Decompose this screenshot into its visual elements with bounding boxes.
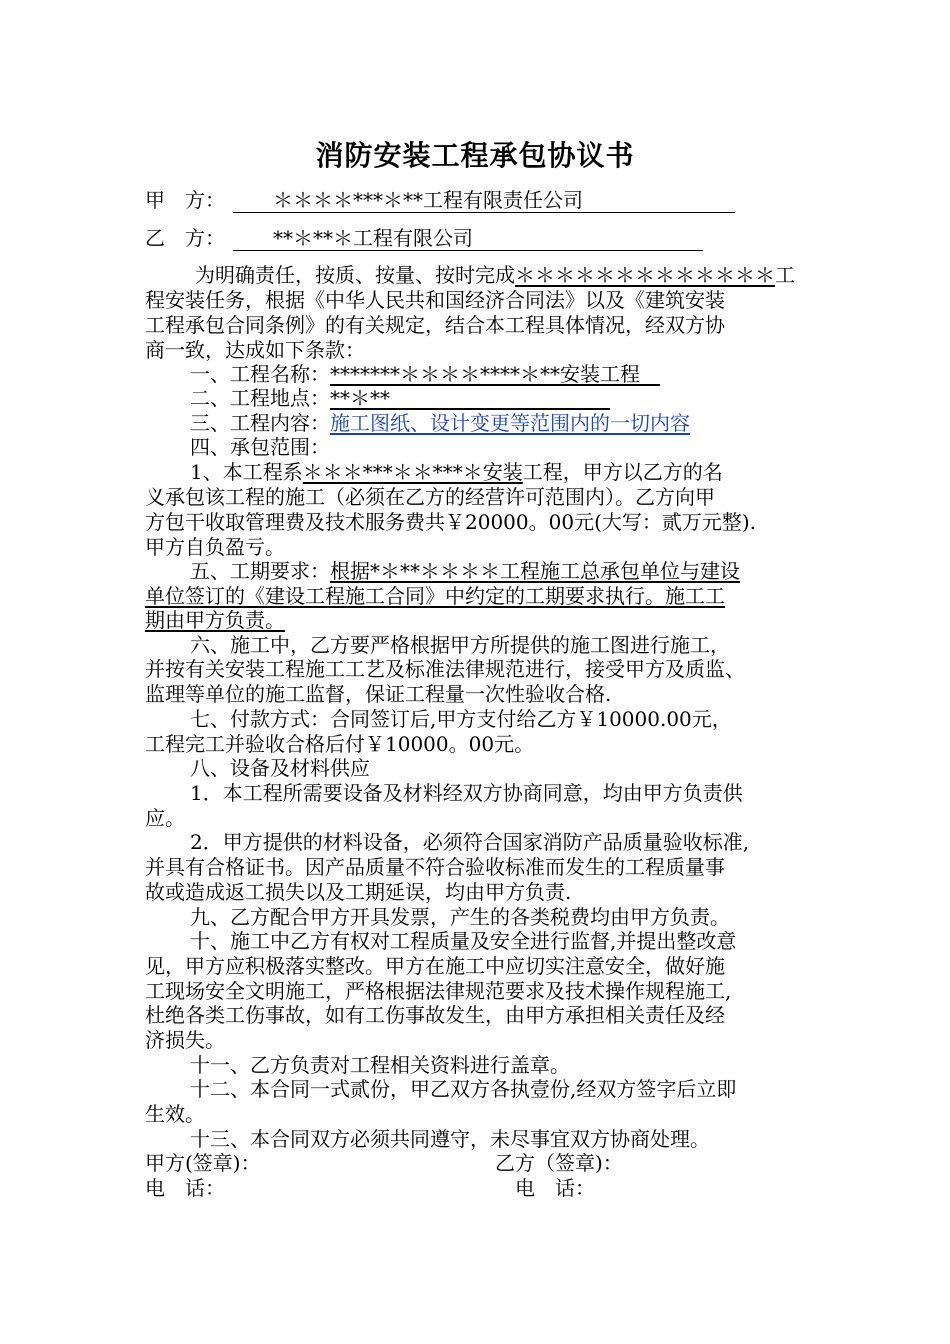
item-10-line-4: 杜绝各类工伤事故，如有工伤事故发生，由甲方承担相关责任及经 bbox=[145, 1003, 725, 1027]
party-a-label: 甲 方： bbox=[145, 188, 225, 212]
party-b-value: **＊**＊工程有限公司 bbox=[233, 226, 703, 251]
item-10-line-3: 工现场安全文明施工，严格根据法律规范要求及技术操作规程施工, bbox=[145, 979, 732, 1003]
item-10-line-5: 济损失。 bbox=[145, 1028, 225, 1052]
item-4-text-c: 工程，甲方以乙方的名 bbox=[522, 460, 723, 484]
item-7-line-2: 工程完工并验收合格后付￥10000。00元。 bbox=[145, 732, 535, 756]
item-4-line-2: 义承包该工程的施工（必须在乙方的经营许可范围内）。乙方向甲 bbox=[145, 485, 715, 509]
intro-line-2: 程安装任务，根据《中华人民共和国经济合同法》以及《建筑安装 bbox=[145, 288, 725, 312]
party-a-line bbox=[145, 187, 825, 213]
item-5-line-3 bbox=[145, 607, 825, 633]
item-2-label: 二、工程地点： bbox=[190, 386, 330, 410]
item-4-line-3: 方包干收取管理费及技术服务费共￥20000。00元(大写：贰万元整). bbox=[145, 510, 757, 534]
item-9-line: 九、乙方配合甲方开具发票，产生的各类税费均由甲方负责。 bbox=[190, 905, 730, 929]
item-8-p1-line-1: 1．本工程所需要设备及材料经双方协商同意，均由甲方负责供 bbox=[190, 781, 743, 805]
item-8-p2-line-2: 并具有合格证书。因产品质量不符合验收标准而发生的工程质量事 bbox=[145, 855, 725, 879]
item-5-text-2: 单位签订的《建设工程施工合同》中约定的工期要求执行。施工工 bbox=[145, 584, 725, 608]
party-a-phone-label: 电 话： bbox=[145, 1176, 225, 1200]
item-1-value: *******＊＊＊＊****＊**安装工程 bbox=[330, 362, 660, 386]
item-5-text-1: 根据*＊**＊＊＊＊工程施工总承包单位与建设 bbox=[330, 559, 740, 583]
item-3-line bbox=[145, 410, 870, 436]
item-8-heading: 八、设备及材料供应 bbox=[190, 756, 370, 780]
item-6-line-2: 并按有关安装工程施工工艺及标准法律规范进行，接受甲方及质监、 bbox=[145, 657, 745, 681]
intro-line-4: 商一致，达成如下条款： bbox=[145, 338, 365, 362]
item-5-label: 五、工期要求： bbox=[190, 559, 330, 583]
party-b-line bbox=[145, 225, 825, 251]
item-12-line-2: 生效。 bbox=[145, 1102, 205, 1126]
item-4-line-1 bbox=[145, 459, 870, 485]
item-8-p2-line-3: 故或造成返工损失以及工期延误，均由甲方负责. bbox=[145, 880, 572, 904]
item-5-text-3: 期由甲方负责。 bbox=[145, 608, 285, 632]
party-b-signature-label: 乙方（签章)： bbox=[495, 1151, 623, 1175]
item-4-label: 四、承包范围： bbox=[190, 435, 330, 459]
item-10-line-2: 见，甲方应积极落实整改。甲方在施工中应切实注意安全，做好施 bbox=[145, 954, 725, 978]
item-7-line-1: 七、付款方式：合同签订后,甲方支付给乙方￥10000.00元， bbox=[190, 707, 732, 731]
intro-line-1 bbox=[145, 262, 875, 288]
party-b-label: 乙 方： bbox=[145, 226, 225, 250]
intro-line-3: 工程承包合同条例》的有关规定，结合本工程具体情况，经双方协 bbox=[145, 313, 725, 337]
signature-line bbox=[145, 1150, 825, 1176]
item-13-line: 十三、本合同双方必须共同遵守，未尽事宜双方协商处理。 bbox=[190, 1127, 710, 1151]
item-6-line-1: 六、施工中，乙方要严格根据甲方所提供的施工图进行施工， bbox=[190, 633, 730, 657]
intro-text-c: 工 bbox=[775, 263, 795, 287]
item-4-text-a: 1、本工程系 bbox=[190, 460, 303, 484]
item-11-line: 十一、乙方负责对工程相关资料进行盖章。 bbox=[190, 1053, 570, 1077]
item-5-line-1 bbox=[145, 558, 870, 584]
item-4-line-4: 甲方自负盈亏。 bbox=[145, 535, 285, 559]
item-10-line-1: 十、施工中乙方有权对工程质量及安全进行监督,并提出整改意 bbox=[190, 929, 737, 953]
item-3-label: 三、工程内容： bbox=[190, 411, 330, 435]
party-a-value: ＊＊＊＊***＊**工程有限责任公司 bbox=[233, 188, 735, 213]
phone-line bbox=[145, 1175, 825, 1201]
intro-project-name: ＊＊＊＊＊＊＊＊＊＊＊＊＊ bbox=[515, 263, 775, 287]
item-5-line-2 bbox=[145, 583, 825, 609]
item-4-project: ＊＊＊***＊＊***＊安装 bbox=[302, 460, 523, 484]
party-b-phone-label: 电 话： bbox=[515, 1176, 595, 1200]
document-title: 消防安装工程承包协议书 bbox=[315, 139, 635, 172]
item-6-line-3: 监理等单位的施工监督，保证工程量一次性验收合格. bbox=[145, 682, 612, 706]
item-2-value: **＊** bbox=[330, 386, 610, 410]
party-a-signature-label: 甲方(签章)： bbox=[145, 1151, 261, 1175]
item-1-label: 一、工程名称： bbox=[190, 362, 330, 386]
intro-text-a: 为明确责任，按质、按量、按时完成 bbox=[195, 263, 515, 287]
item-3-value: 施工图纸、设计变更等范围内的一切内容 bbox=[330, 411, 690, 435]
item-8-p2-line-1: 2．甲方提供的材料设备，必须符合国家消防产品质量验收标准, bbox=[190, 830, 750, 854]
item-2-line bbox=[145, 385, 870, 411]
item-1-line bbox=[145, 361, 870, 387]
item-8-p1-line-2: 应。 bbox=[145, 806, 185, 830]
item-12-line-1: 十二、本合同一式贰份，甲乙双方各执壹份,经双方签字后立即 bbox=[190, 1077, 737, 1101]
